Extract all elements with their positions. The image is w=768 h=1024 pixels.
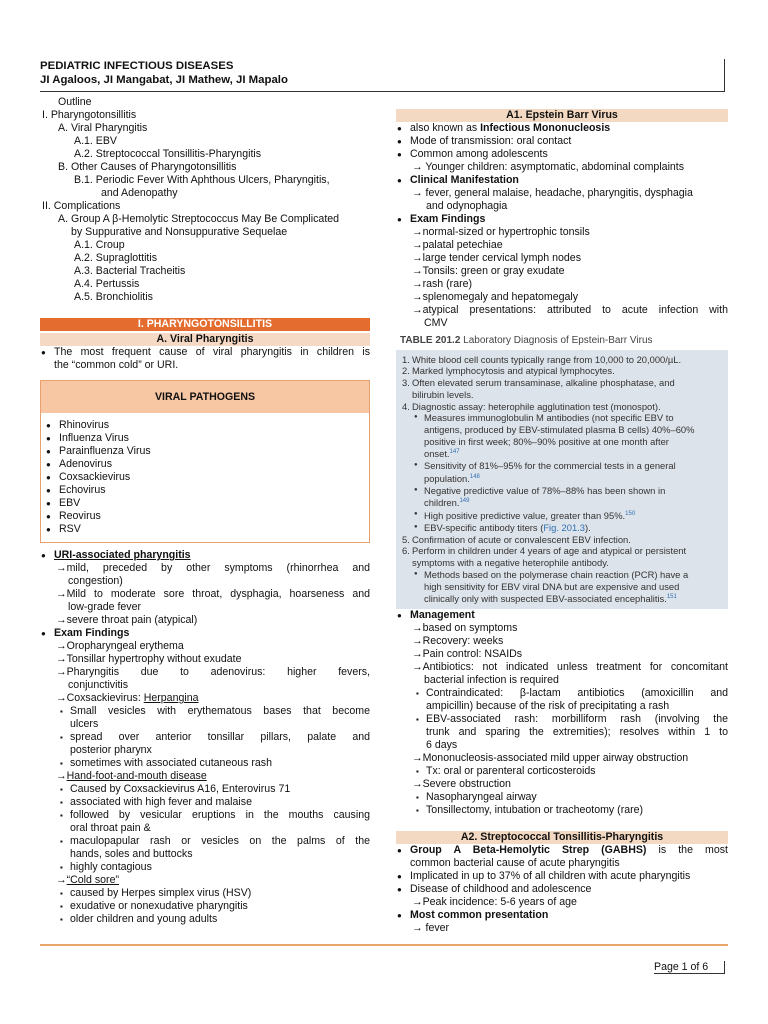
- table-row: antigens, produced by EBV-stimulated plasma B cells) 40%–60%: [424, 423, 695, 435]
- authors: JI Agaloos, JI Mangabat, JI Mathew, JI Mapalo: [40, 74, 288, 86]
- table-row: population.$^{148}$: [424, 472, 480, 484]
- sub-item: ▪ older children and young adults: [40, 913, 370, 926]
- list-item: ● Mode of transmission: oral contact: [396, 135, 728, 148]
- table-row: ● Measures immunoglobulin M antibodies (not specific EBV to: [402, 412, 722, 424]
- table-row: bilirubin levels.: [412, 388, 474, 400]
- outline: [40, 96, 370, 304]
- list-item: ● Common among adolescents: [396, 148, 728, 161]
- text-line: →Pharyngitis due to adenovirus: higher fevers,: [56, 666, 370, 678]
- text-line: common bacterial cause of acute pharyngitis: [410, 857, 620, 870]
- table-row: ● Methods based on the polymerase chain reaction (PCR) have a: [402, 569, 722, 581]
- outline-item: A.5. Bronchiolitis: [74, 291, 153, 303]
- document-title: PEDIATRIC INFECTIOUS DISEASES: [40, 60, 234, 72]
- outline-item: A. Viral Pharyngitis: [58, 122, 148, 134]
- pathogen-item: ● Reovirus: [45, 510, 369, 523]
- text-line: bacterial infection is required: [424, 674, 559, 687]
- text-line: →Tonsils: green or gray exudate: [412, 265, 565, 277]
- left-column: [40, 96, 370, 926]
- text-line: posterior pharynx: [70, 744, 152, 756]
- viral-pathogens-box: [40, 380, 370, 543]
- outline-heading: Outline: [58, 96, 92, 108]
- text-line: congestion): [68, 575, 123, 587]
- pathogen-item: ● EBV: [45, 497, 369, 510]
- outline-item: A.3. Bacterial Tracheitis: [74, 265, 186, 277]
- list-item: ● The most frequent cause of viral pharyngitis in children is: [40, 346, 370, 359]
- text-line: the “common cold” or URI.: [54, 359, 179, 371]
- table-ebv-lab-diagnosis: [396, 333, 728, 609]
- text-line: ampicillin) because of the risk of precipitating a rash: [426, 700, 670, 713]
- list-item: ● Exam Findings: [396, 213, 728, 226]
- table-row: ● Sensitivity of 81%–95% for the commercial tests in a general: [402, 460, 722, 472]
- sub-item: ▪ EBV-associated rash: morbilliform rash (involving the: [396, 713, 728, 726]
- page-header: [40, 59, 725, 92]
- sub-item: ▪ associated with high fever and malaise: [40, 796, 370, 809]
- text-line: →splenomegaly and hepatomegaly: [412, 291, 579, 303]
- text-line: →palatal petechiae: [412, 239, 503, 251]
- pathogen-item: ● Rhinovirus: [45, 419, 369, 432]
- text-line: → fever: [412, 922, 450, 935]
- sub-item: ▪ Nasopharyngeal airway: [396, 791, 728, 804]
- page-number: Page 1 of 6: [654, 961, 725, 974]
- table-row: 2. Marked lymphocytosis and atypical lymphocytes.: [402, 365, 615, 377]
- list-item: ● Implicated in up to 37% of all children with acute pharyngitis: [396, 870, 728, 883]
- text-line: →Peak incidence: 5-6 years of age: [412, 896, 577, 909]
- text-line: →Severe obstruction: [412, 778, 511, 791]
- list-item: ● Group A Beta-Hemolytic Strep (GABHS) is the most: [396, 844, 728, 857]
- outline-item: by Suppurative and Nonsuppurative Sequelae: [71, 226, 288, 238]
- table-row: children.$^{149}$: [424, 497, 470, 509]
- sub-item: ▪ Contraindicated: β-lactam antibiotics (amoxicillin and: [396, 687, 728, 700]
- viral-pathogens-title: VIRAL PATHOGENS: [41, 381, 369, 413]
- text-line: →based on symptoms: [412, 622, 518, 635]
- text-line: trunk and sparing the extremities); resolves within 1 to: [426, 726, 728, 739]
- text-line: and odynophagia: [426, 200, 508, 212]
- text-line: oral throat pain &: [70, 822, 151, 834]
- subsection-banner-viral-pharyngitis: A. Viral Pharyngitis: [40, 333, 370, 346]
- table-title: TABLE 201.2 Laboratory Diagnosis of Epstein-Barr Virus: [396, 333, 728, 350]
- list-item: ● Exam Findings: [40, 627, 370, 640]
- outline-item: A. Group A β-Hemolytic Streptococcus May Be Complicated: [58, 213, 340, 225]
- sub-item: ▪ spread over anterior tonsillar pillars, palate and: [40, 731, 370, 744]
- outline-item: II. Complications: [42, 200, 121, 212]
- sub-item: ▪ Tx: oral or parenteral corticosteroids: [396, 765, 728, 778]
- sub-item: ▪ Caused by Coxsackievirus A16, Enterovirus 71: [40, 783, 370, 796]
- table-row: 6. Perform in children under 4 years of age and atypical or persistent: [402, 545, 687, 557]
- sub-item: ▪ caused by Herpes simplex virus (HSV): [40, 887, 370, 900]
- list-item: ● Disease of childhood and adolescence: [396, 883, 728, 896]
- text-line: conjunctivitis: [68, 679, 129, 691]
- text-line: →Recovery: weeks: [412, 635, 504, 648]
- text-line: →Mild to moderate sore throat, dysphagia, hoarseness and: [56, 588, 370, 600]
- text-line: →Oropharyngeal erythema: [56, 640, 184, 652]
- sub-item: ▪ sometimes with associated cutaneous rash: [40, 757, 370, 770]
- outline-item: B. Other Causes of Pharyngotonsillitis: [58, 161, 237, 173]
- outline-item: A.1. EBV: [74, 135, 117, 147]
- outline-item: A.4. Pertussis: [74, 278, 140, 290]
- table-row: ● High positive predictive value, greater than 95%.$^{150}$: [402, 509, 722, 522]
- table-row: onset.$^{147}$: [424, 448, 460, 460]
- text-line: ulcers: [70, 718, 99, 730]
- pathogen-item: ● RSV: [45, 523, 369, 536]
- text-line: low-grade fever: [68, 601, 142, 613]
- sub-item: ▪ Tonsillectomy, intubation or tracheotomy (rare): [396, 804, 728, 817]
- list-item: ● Clinical Manifestation: [396, 174, 728, 187]
- outline-item: and Adenopathy: [101, 187, 178, 199]
- table-row: 5. Confirmation of acute or convalescent EBV infection.: [402, 533, 631, 545]
- text-line: → fever, general malaise, headache, pharyngitis, dysphagia: [412, 187, 693, 199]
- sub-item: ▪ exudative or nonexudative pharyngitis: [40, 900, 370, 913]
- outline-item: A.1. Croup: [74, 239, 125, 251]
- table-row: ● Negative predictive value of 78%–88% has been shown in: [402, 485, 722, 497]
- table-row: 1. White blood cell counts typically range from 10,000 to 20,000/µL.: [402, 353, 682, 365]
- text-line: →mild, preceded by other symptoms (rhinorrhea and: [56, 562, 370, 574]
- text-line: →Pain control: NSAIDs: [412, 648, 523, 661]
- list-item: ● also known as Infectious Mononucleosis: [396, 122, 728, 135]
- right-column: [396, 109, 728, 935]
- text-line: CMV: [424, 317, 448, 329]
- outline-item: A.2. Supraglottitis: [74, 252, 158, 264]
- table-row: clinically only with suspected EBV-associated encephalitis.$^{151}$: [424, 593, 677, 605]
- list-item: ● Management: [396, 609, 728, 622]
- table-row: high sensitivity for EBV viral DNA but are expensive and used: [424, 580, 680, 592]
- table-row: symptoms with a negative heterophile antibody.: [412, 557, 609, 569]
- text-line: →large tender cervical lymph nodes: [412, 252, 581, 264]
- outline-item: B.1. Periodic Fever With Aphthous Ulcers, Pharyngitis,: [74, 174, 330, 186]
- figure-link[interactable]: Fig. 201.3: [543, 522, 586, 534]
- viral-pathogens-list: [41, 413, 369, 542]
- text-line: →“Cold sore”: [56, 874, 119, 886]
- list-item: ● URI-associated pharyngitis: [40, 549, 370, 562]
- text-line: → Younger children: asymptomatic, abdominal complaints: [412, 161, 685, 173]
- subsection-banner-strep: A2. Streptococcal Tonsillitis-Pharyngitis: [396, 831, 728, 844]
- sub-item: ▪ maculopapular rash or vesicles on the palms of the: [40, 835, 370, 848]
- pathogen-item: ● Echovirus: [45, 484, 369, 497]
- text-line: →Coxsackievirus: Herpangina: [56, 692, 199, 704]
- sub-item: ▪ followed by vesicular eruptions in the mouths causing: [40, 809, 370, 822]
- text-line: →Antibiotics: not indicated unless treatment for concomitant: [412, 661, 728, 674]
- text-line: →normal-sized or hypertrophic tonsils: [412, 226, 590, 238]
- sub-item: ▪ Small vesicles with erythematous bases that become: [40, 705, 370, 718]
- outline-item: I. Pharyngotonsillitis: [42, 109, 137, 121]
- table-row: positive in first week; 80%–90% positive at one month after: [424, 435, 669, 447]
- subsection-banner-ebv: A1. Epstein Barr Virus: [396, 109, 728, 122]
- text-line: 6 days: [426, 739, 458, 752]
- table-row: 3. Often elevated serum transaminase, alkaline phosphatase, and: [402, 377, 675, 389]
- text-line: →Mononucleosis-associated mild upper airway obstruction: [412, 752, 689, 765]
- pathogen-item: ● Parainfluenza Virus: [45, 445, 369, 458]
- footer-divider: [40, 944, 728, 946]
- outline-item: A.2. Streptococcal Tonsillitis-Pharyngitis: [74, 148, 262, 160]
- pathogen-item: ● Adenovirus: [45, 458, 369, 471]
- text-line: →Tonsillar hypertrophy without exudate: [56, 653, 242, 665]
- text-line: →atypical presentations: attributed to acute infection with: [412, 304, 728, 316]
- text-line: →severe throat pain (atypical): [56, 614, 198, 626]
- pathogen-item: ● Coxsackievirus: [45, 471, 369, 484]
- text-line: →rash (rare): [412, 278, 473, 290]
- section-banner-pharyngotonsillitis: I. PHARYNGOTONSILLITIS: [40, 318, 370, 331]
- sub-item: ▪ highly contagious: [40, 861, 370, 874]
- table-row: ● EBV-specific antibody titers (Fig. 201.3).: [402, 522, 722, 534]
- text-line: hands, soles and buttocks: [70, 848, 193, 860]
- text-line: →Hand-foot-and-mouth disease: [56, 770, 207, 782]
- table-row: 4. Diagnostic assay: heterophile agglutination test (monospot).: [402, 400, 661, 412]
- pathogen-item: ● Influenza Virus: [45, 432, 369, 445]
- list-item: ● Most common presentation: [396, 909, 728, 922]
